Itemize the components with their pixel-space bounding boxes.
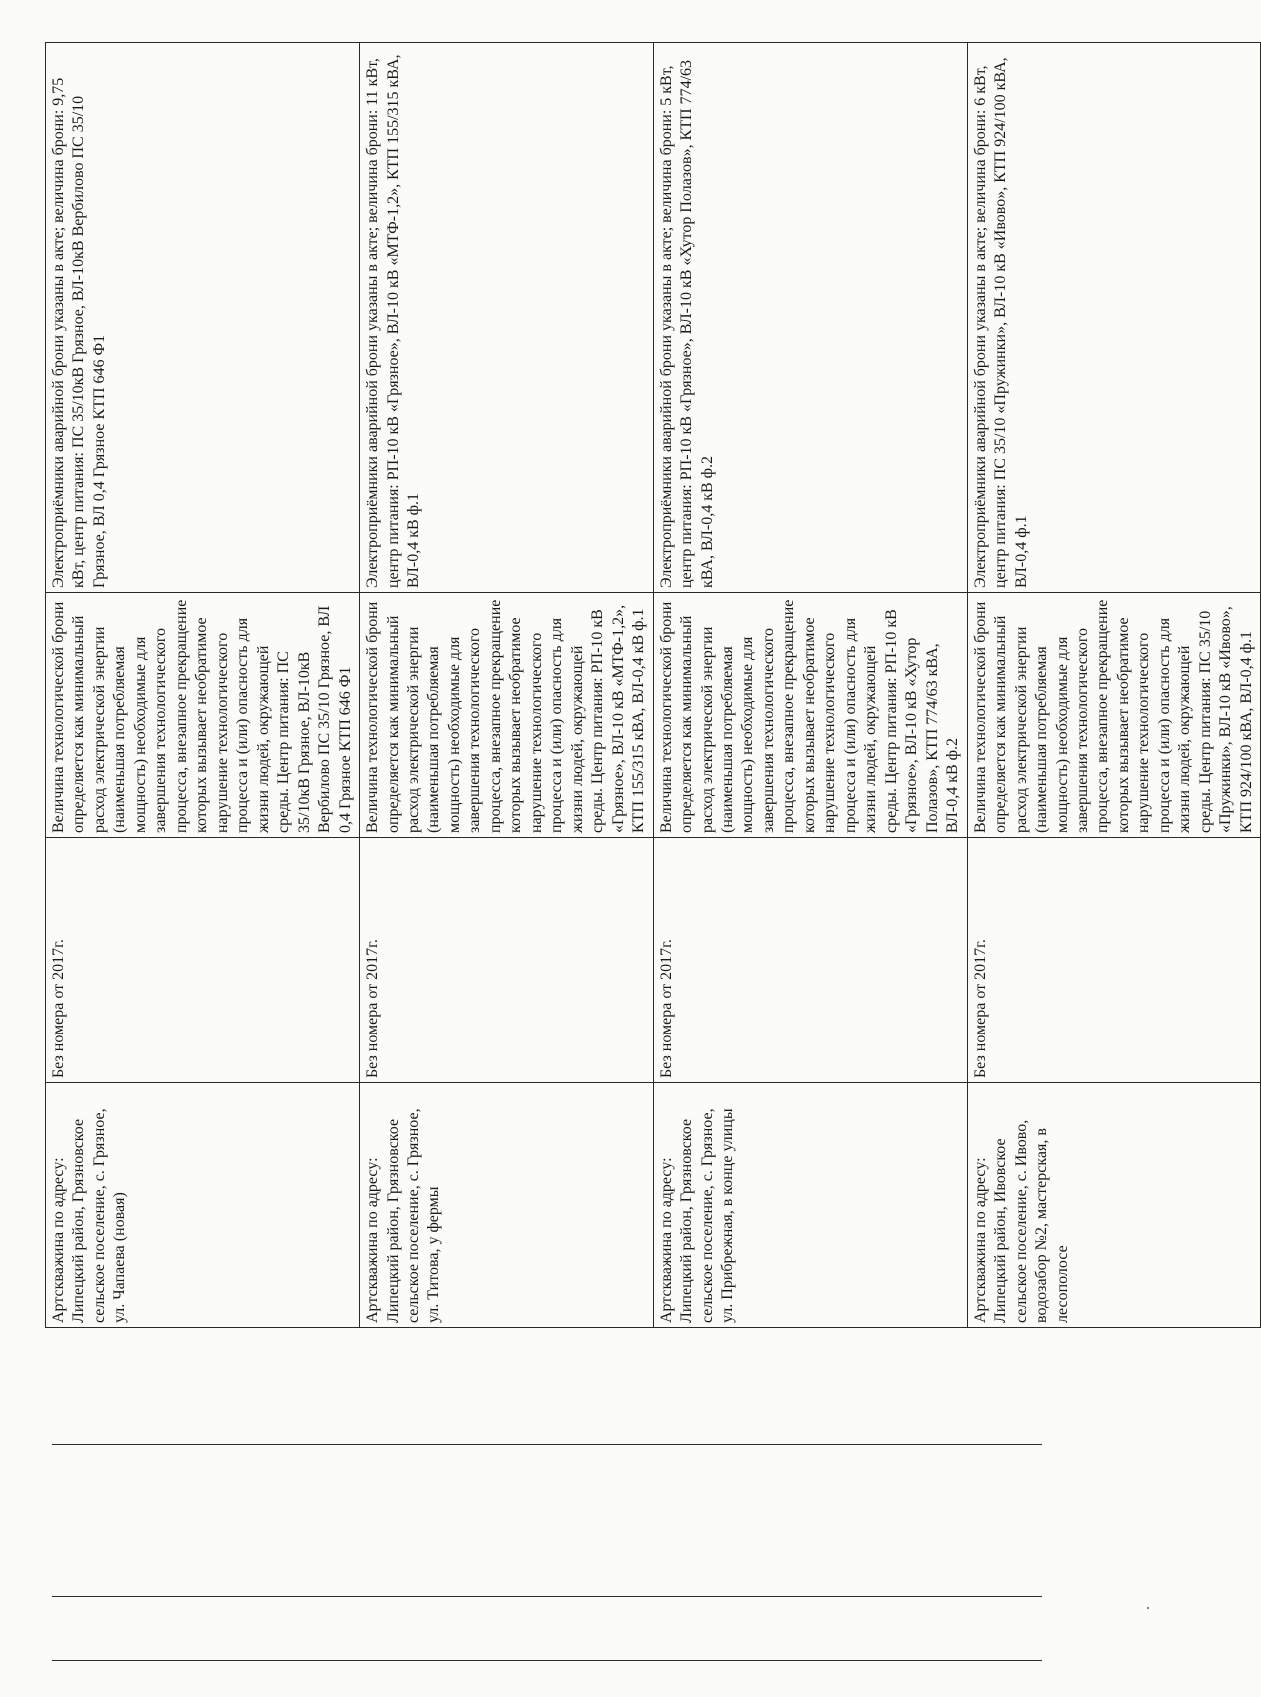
table-row [360, 43, 654, 1328]
address-cell: Артскважина по адресу: Липецкий район, Ивовское сельское поселение, с. Ивово, водозабор №2, мастерская, в лесополосе [967, 1083, 1261, 1328]
address-cell: Артскважина по адресу: Липецкий район, Грязновское сельское поселение, с. Грязное, ул. Чапаева (новая) [46, 1083, 360, 1328]
scan-speck [1147, 1607, 1149, 1609]
table-row [967, 43, 1261, 1328]
table-row [653, 43, 967, 1328]
table-row [46, 43, 360, 1328]
document-cell: Без номера от 2017г. [360, 838, 654, 1083]
technological-reserve-cell: Величина технологической брони определяется как минимальный расход электрической энергии (наименьшая потребляемая мощность) необходимые для завершения технологического процесса, внезапное прекращение которых вызывает необратимое нарушение технологического процесса и (или) опасность для жизни людей, окружающей среды. Центр питания: ПС 35/10кВ Грязное, ВЛ-10кВ Вербилово ПС 35/10 Грязное, ВЛ 0,4 Грязное КТП 646 Ф1 [46, 593, 360, 838]
technological-reserve-cell: Величина технологической брони определяется как минимальный расход электрической энергии (наименьшая потребляемая мощность) необходимые для завершения технологического процесса, внезапное прекращение которых вызывает необратимое нарушение технологического процесса и (или) опасность для жизни людей, окружающей среды. Центр питания: РП-10 кВ «Грязное», ВЛ-10 кВ «МТФ-1,2», КТП 155/315 кВА, ВЛ-0,4 кВ ф.1 [360, 593, 654, 838]
power-reserve-table [45, 42, 1261, 1328]
address-cell: Артскважина по адресу: Липецкий район, Грязновское сельское поселение, с. Грязное, ул. Прибрежная, в конце улицы [653, 1083, 967, 1328]
emergency-reserve-cell: Электроприёмники аварийной брони указаны в акте; величина брони: 11 кВт, центр питания: РП-10 кВ «Грязное», ВЛ-10 кВ «МТФ-1,2», КТП 155/315 кВА, ВЛ-0,4 кВ ф.1 [360, 43, 654, 593]
horizontal-rule [52, 1444, 1042, 1445]
technological-reserve-cell: Величина технологической брони определяется как минимальный расход электрической энергии (наименьшая потребляемая мощность) необходимые для завершения технологического процесса, внезапное прекращение которых вызывает необратимое нарушение технологического процесса и (или) опасность для жизни людей, окружающей среды. Центр питания: РП-10 кВ «Грязное», ВЛ-10 кВ «Хутор Полазов», КТП 774/63 кВА, ВЛ-0,4 кВ ф.2 [653, 593, 967, 838]
emergency-reserve-cell: Электроприёмники аварийной брони указаны в акте; величина брони: 9,75 кВт, центр питания: ПС 35/10кВ Грязное, ВЛ-10кВ Вербилово ПС 35/10 Грязное, ВЛ 0,4 Грязное КТП 646 Ф1 [46, 43, 360, 593]
technological-reserve-cell: Величина технологической брони определяется как минимальный расход электрической энергии (наименьшая потребляемая мощность) необходимые для завершения технологического процесса, внезапное прекращение которых вызывает необратимое нарушение технологического процесса и (или) опасность для жизни людей, окружающей среды. Центр питания: ПС 35/10 «Пружинки», ВЛ-10 кВ «Ивово», КТП 924/100 кВА, ВЛ-0,4 ф.1 [967, 593, 1261, 838]
document-cell: Без номера от 2017г. [967, 838, 1261, 1083]
document-cell: Без номера от 2017г. [653, 838, 967, 1083]
address-cell: Артскважина по адресу: Липецкий район, Грязновское сельское поселение, с. Грязное, ул. Титова, у фермы [360, 1083, 654, 1328]
horizontal-rule [52, 1660, 1042, 1661]
document-cell: Без номера от 2017г. [46, 838, 360, 1083]
horizontal-rule [52, 1596, 1042, 1597]
rotated-table-container [45, 43, 1255, 1328]
emergency-reserve-cell: Электроприёмники аварийной брони указаны в акте; величина брони: 5 кВт, центр питания: РП-10 кВ «Грязное», ВЛ-10 кВ «Хутор Полазов», КТП 774/63 кВА, ВЛ-0,4 кВ ф.2 [653, 43, 967, 593]
emergency-reserve-cell: Электроприёмники аварийной брони указаны в акте; величина брони: 6 кВт, центр питания: ПС 35/10 «Пружинки», ВЛ-10 кВ «Ивово», КТП 924/100 кВА, ВЛ-0,4 ф.1 [967, 43, 1261, 593]
